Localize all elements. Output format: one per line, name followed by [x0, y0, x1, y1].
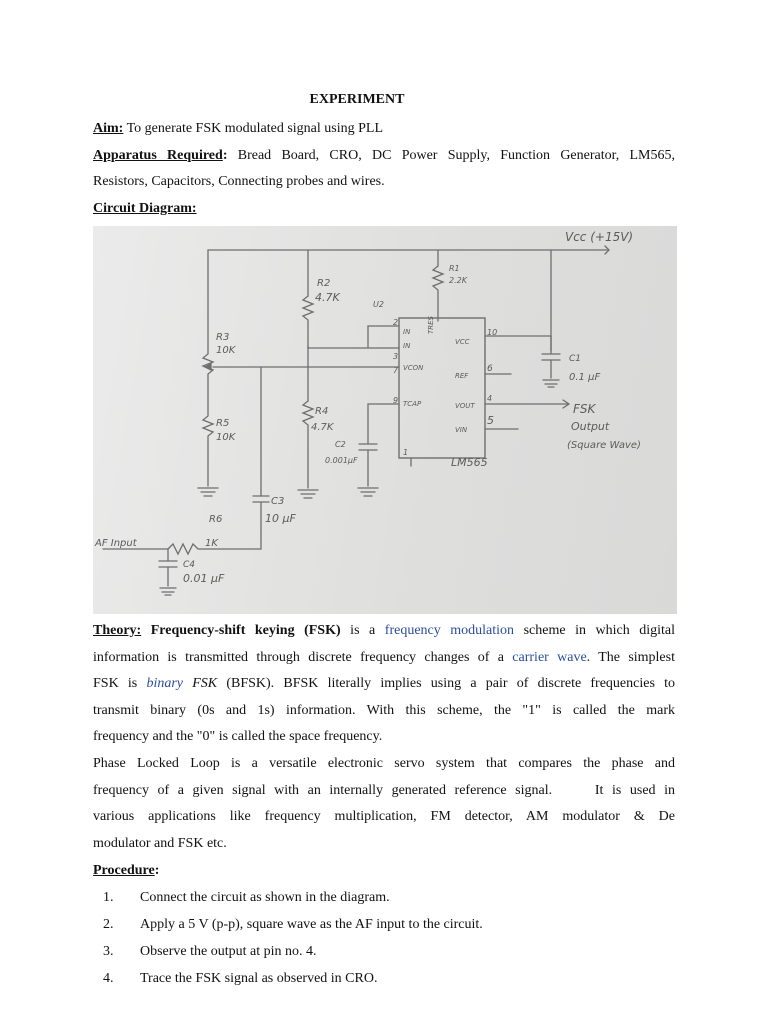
theory-line-2	[93, 645, 675, 672]
list-item-number: 1.	[103, 890, 114, 905]
theory-text-1a: is a	[340, 623, 385, 638]
c1-label: C1	[569, 354, 582, 364]
circuit-diagram-heading	[93, 196, 675, 223]
theory-text-2a: information is transmitted through discrete frequency changes of a	[93, 650, 513, 665]
apparatus-text-1: Bread Board, CRO, DC Power Supply, Function Generator, LM565,	[227, 148, 675, 163]
theory-fsk-italic: FSK	[192, 676, 218, 691]
list-item-text: Observe the output at pin no. 4.	[140, 944, 317, 959]
procedure-colon: :	[154, 863, 160, 878]
c4-value: 0.01 µF	[183, 572, 225, 585]
pll-line-3: various applications like frequency multiplication, FM detector, AM modulator & De	[93, 809, 675, 824]
apparatus-colon: :	[222, 148, 228, 163]
pll-line-2: frequency of a given signal with an internally generated reference signal. It is used in	[93, 783, 675, 798]
r5-label: R5	[216, 418, 230, 429]
list-item-number: 2.	[103, 917, 114, 932]
pin-tcap-label: TCAP	[403, 400, 422, 408]
r4-value: 4.7K	[311, 422, 334, 433]
list-item	[93, 890, 675, 916]
procedure-label: Procedure	[93, 863, 155, 878]
link-binary-fsk[interactable]: binary	[146, 676, 184, 691]
theory-line-3	[93, 671, 675, 698]
c3-value: 10 µF	[265, 512, 296, 525]
list-item-number: 3.	[103, 944, 114, 959]
pin-10-number: 10	[487, 328, 498, 337]
pin-9-number: 9	[393, 396, 399, 405]
pin-3-number: 3	[393, 352, 399, 361]
pin-6-number: 6	[487, 364, 493, 374]
theory-term: Frequency-shift keying (FSK)	[150, 623, 341, 638]
pin-vcon-label: VCON	[403, 364, 424, 372]
pin-5-number: 5	[487, 414, 494, 427]
aim-line	[93, 116, 675, 143]
list-item-text: Apply a 5 V (p-p), square wave as the AF input to the circuit.	[140, 917, 483, 932]
pin-7-number: 7	[393, 366, 399, 375]
procedure-heading	[93, 858, 675, 885]
c4-label: C4	[183, 560, 196, 570]
r3-label: R3	[216, 332, 230, 343]
r2-label: R2	[317, 278, 331, 289]
pin-vin-label: VIN	[455, 426, 468, 434]
page-title: EXPERIMENT	[309, 92, 405, 107]
r2-value: 4.7K	[315, 291, 340, 304]
theory-label: Theory:	[93, 623, 142, 638]
list-item	[93, 944, 675, 970]
pin-in-label: IN	[403, 328, 411, 336]
ic-label: LM565	[451, 456, 488, 469]
theory-text-3a: FSK is	[93, 676, 147, 691]
circuit-label: Circuit Diagram:	[93, 201, 197, 216]
pin-ref-label: REF	[455, 372, 469, 380]
apparatus-label: Apparatus Required	[93, 148, 223, 163]
aim-text: To generate FSK modulated signal using PLL	[123, 121, 384, 136]
r1-value: 2.2K	[449, 276, 467, 285]
theory-text-1b: scheme in which digital	[514, 623, 675, 638]
apparatus-line-1	[93, 143, 675, 170]
theory-line-4: transmit binary (0s and 1s) information. With this scheme, the "1" is called the mark	[93, 703, 675, 718]
apparatus-line-2: Resistors, Capacitors, Connecting probes and wires.	[93, 174, 385, 189]
pin-4-number: 4	[487, 394, 493, 403]
af-input-label: AF Input	[95, 538, 137, 549]
pin-1-number: 1	[403, 448, 409, 457]
fsk-label: FSK	[573, 402, 596, 416]
r6-label: R6	[209, 514, 223, 525]
aim-label: Aim:	[93, 121, 124, 136]
pin-tres-label: TRES	[427, 315, 435, 334]
r3-value: 10K	[216, 345, 236, 356]
vcc-label: Vcc (+15V)	[565, 230, 634, 244]
list-item-number: 4.	[103, 971, 114, 986]
output-label: Output	[571, 420, 610, 433]
circuit-diagram-photo	[93, 226, 677, 614]
c2-label: C2	[335, 440, 346, 449]
r6-value: 1K	[205, 538, 218, 549]
theory-line-5: frequency and the "0" is called the space frequency.	[93, 729, 383, 744]
pin-2-number: 2	[393, 318, 399, 327]
pll-line-4: modulator and FSK etc.	[93, 836, 227, 851]
r5-value: 10K	[216, 432, 236, 443]
list-item-text: Trace the FSK signal as observed in CRO.	[140, 971, 378, 986]
pll-line-1: Phase Locked Loop is a versatile electronic servo system that compares the phase and	[93, 756, 675, 771]
c1-value: 0.1 µF	[569, 372, 601, 383]
pin-in2-label: IN	[403, 342, 411, 350]
pin-vout-label: VOUT	[455, 402, 475, 410]
square-wave-label: (Square Wave)	[567, 440, 641, 451]
u2-label: U2	[373, 300, 384, 309]
link-carrier-wave[interactable]: carrier wave	[512, 650, 587, 665]
r1-label: R1	[449, 264, 460, 273]
theory-text-2b: . The simplest	[586, 650, 675, 665]
list-item	[93, 917, 675, 943]
list-item-text: Connect the circuit as shown in the diagram.	[140, 890, 390, 905]
c2-value: 0.001µF	[325, 456, 358, 465]
list-item	[93, 971, 675, 997]
c3-label: C3	[271, 496, 285, 507]
link-frequency-modulation[interactable]: frequency modulation	[384, 623, 515, 638]
theory-line-1	[93, 618, 675, 645]
theory-text-3b: (BFSK). BFSK literally implies using a pair of discrete frequencies to	[217, 676, 675, 691]
pin-vcc-label: VCC	[455, 338, 470, 346]
r4-label: R4	[315, 406, 329, 417]
